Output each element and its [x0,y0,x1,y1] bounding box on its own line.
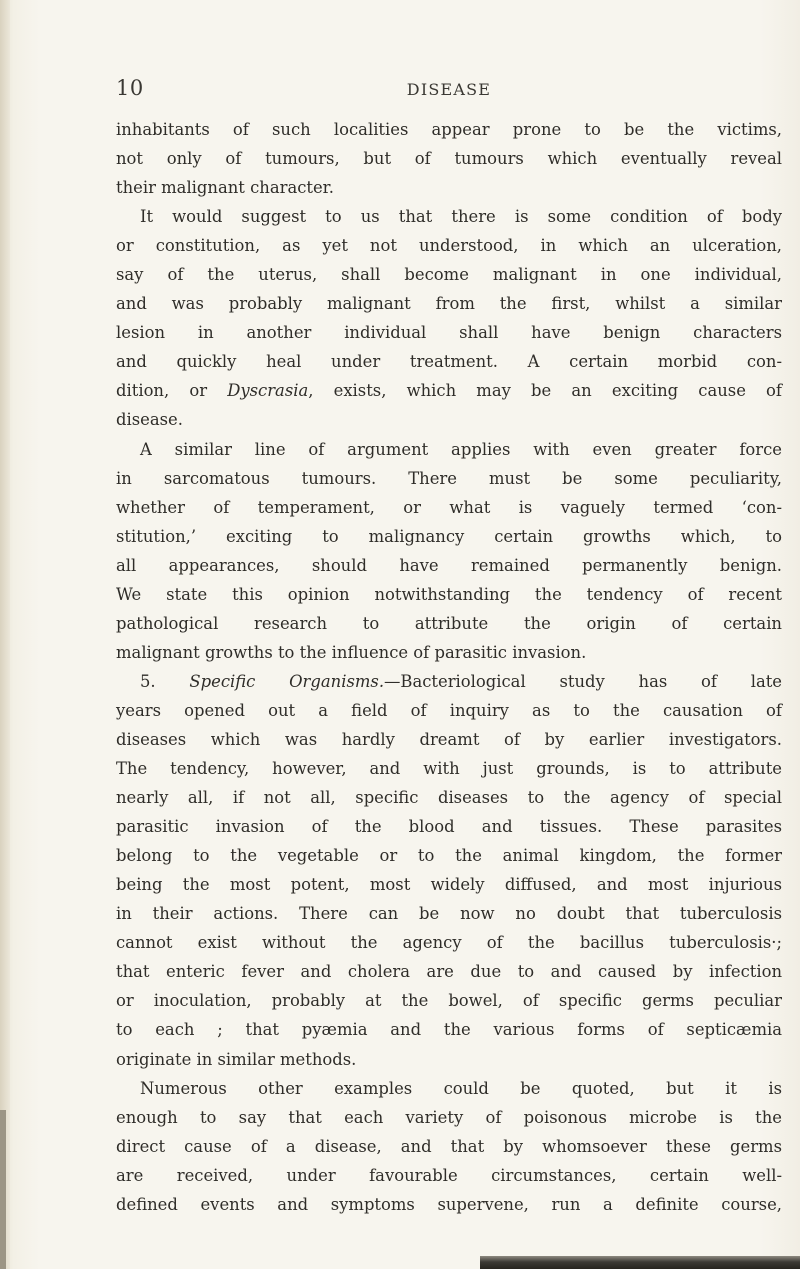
text-line: not only of tumours, but of tumours which eventually reveal [116,149,782,169]
section-title: Specific Organisms. [189,671,385,691]
text-line: originate in similar methods. [116,1049,357,1069]
text-line: all appearances, should have remained permanently benign. [116,555,782,575]
text-line: defined events and symptoms supervene, run a definite course, [116,1194,782,1214]
text-line: years opened out a field of inquiry as to the causation of [116,700,782,720]
text-segment: , exists, which may be an exciting cause of [308,381,782,401]
text-line: in their actions. There can be now no doubt that tuberculosis [116,904,782,924]
text-line: parasitic invasion of the blood and tissues. These parasites [116,817,782,837]
binding-shadow [0,1110,6,1269]
text-line [116,376,782,405]
text-line: cannot exist without the agency of the bacillus tuberculosis·; [116,933,782,953]
text-line: or inoculation, probably at the bowel, of specific germs peculiar [116,991,782,1011]
text-segment: dition, or [116,381,228,401]
text-line: pathological research to attribute the origin of certain [116,613,782,633]
running-title: DISEASE [406,80,492,99]
text-line: The tendency, however, and with just grounds, is to attribute [116,759,782,779]
text-line: or constitution, as yet not understood, in which an ulceration, [116,236,782,256]
text-line: that enteric fever and cholera are due to and caused by infection [116,962,782,982]
page-header [116,76,782,108]
text-segment: —Bacteriological study has of late [384,671,782,691]
text-line: in sarcomatous tumours. There must be some peculiarity, [116,468,782,488]
page-bottom-shadow [480,1256,800,1269]
text-line: whether of temperament, or what is vaguely termed ‘con- [116,497,782,517]
text-line: and quickly heal under treatment. A certain morbid con- [116,352,782,372]
text-line: enough to say that each variety of poisonous microbe is the [116,1107,782,1127]
text-line: It would suggest to us that there is some condition of body [140,207,782,227]
text-line: stitution,’ exciting to malignancy certain growths which, to [116,526,782,546]
text-line: inhabitants of such localities appear prone to be the victims, [116,120,782,139]
dyscrasia-term: Dyscrasia [227,381,309,401]
body-text [116,115,782,1219]
section-heading-line [116,667,782,696]
text-line: direct cause of a disease, and that by whomsoever these germs [116,1136,782,1156]
section-number: 5. [140,671,190,691]
page-binding-edge [0,0,10,1269]
text-line: nearly all, if not all, specific diseases to the agency of special [116,788,782,808]
text-line: belong to the vegetable or to the animal kingdom, the former [116,846,782,866]
text-line: being the most potent, most widely diffused, and most injurious [116,875,782,895]
text-line: We state this opinion notwithstanding the tendency of recent [116,584,782,604]
text-line: diseases which was hardly dreamt of by earlier investigators. [116,729,782,749]
text-line: to each ; that pyæmia and the various forms of septicæmia [116,1020,782,1040]
text-line: and was probably malignant from the first, whilst a similar [116,294,782,314]
text-line: their malignant character. [116,178,334,198]
text-line: A similar line of argument applies with even greater force [140,439,782,459]
text-line: malignant growths to the influence of parasitic invasion. [116,642,587,662]
text-line: say of the uterus, shall become malignant in one individual, [116,265,782,285]
text-line: disease. [116,410,183,430]
text-line: lesion in another individual shall have benign characters [116,323,782,343]
page-number: 10 [116,76,144,100]
text-line: Numerous other examples could be quoted, but it is [140,1078,782,1098]
text-line: are received, under favourable circumstances, certain well- [116,1165,782,1185]
